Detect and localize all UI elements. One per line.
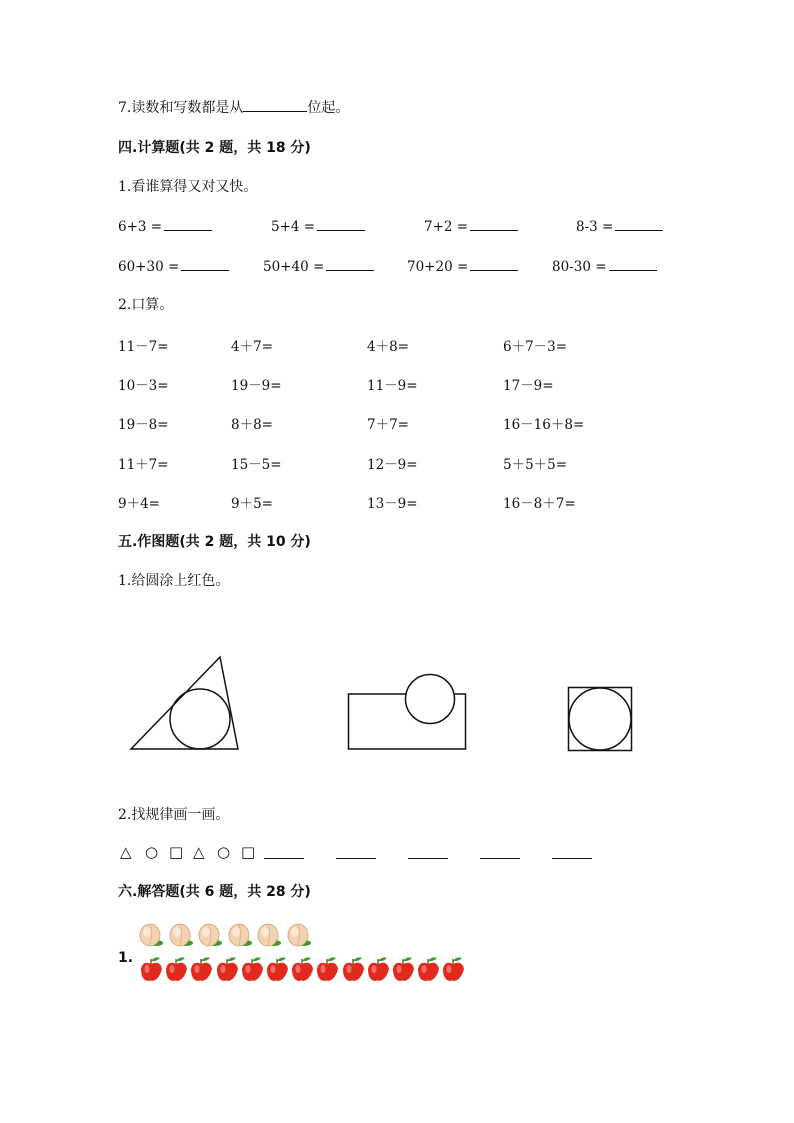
answer-blank[interactable]	[470, 216, 518, 231]
oral-calc-item: 6＋7－3=	[503, 339, 568, 355]
apple-icon	[290, 955, 316, 983]
calc-expression: 7+2 =	[424, 219, 469, 235]
calc-item	[424, 216, 518, 235]
question-7	[118, 97, 349, 117]
peach-icon	[168, 921, 194, 949]
oral-calc-item: 19－9=	[231, 378, 282, 394]
apple-icon	[315, 955, 341, 983]
peach-icon	[138, 921, 164, 949]
apple-icon	[341, 955, 367, 983]
oral-calc-item: 4＋7=	[231, 339, 273, 355]
pattern-blank[interactable]	[552, 858, 592, 859]
apple-icon	[189, 955, 215, 983]
calc-item	[576, 216, 663, 235]
oral-calc-item: 8＋8=	[231, 417, 273, 433]
section-6-heading: 六.解答题(共 6 题，共 28 分)	[118, 884, 311, 900]
pattern-blank[interactable]	[336, 858, 376, 859]
question-7-text-before: 7.读数和写数都是从	[118, 100, 244, 116]
answer-blank[interactable]	[326, 256, 374, 271]
circle-shape[interactable]	[170, 689, 230, 749]
calc-item	[552, 256, 657, 275]
square-icon: □	[241, 843, 256, 861]
circle-shape[interactable]	[406, 675, 455, 724]
triangle-icon: △	[120, 843, 132, 861]
oral-calc-item: 11－9=	[367, 378, 418, 394]
triangle-icon: △	[193, 843, 205, 861]
calc-item	[118, 256, 229, 275]
apple-icon	[240, 955, 266, 983]
rectangle-with-circle-figure	[346, 672, 468, 752]
circle-icon: ○	[217, 843, 231, 861]
answer-blank[interactable]	[317, 216, 365, 231]
calc-expression: 5+4 =	[271, 219, 316, 235]
circle-shape[interactable]	[569, 688, 631, 750]
triangle-shape	[131, 657, 238, 749]
section-5-heading: 五.作图题(共 2 题，共 10 分)	[118, 534, 311, 550]
calc-item	[271, 216, 365, 235]
peach-icon	[286, 921, 312, 949]
apple-icon	[164, 955, 190, 983]
apple-icon	[416, 955, 442, 983]
oral-calc-item: 15－5=	[231, 457, 282, 473]
oral-calc-item: 11＋7=	[118, 457, 169, 473]
question-7-text-after: 位起。	[307, 100, 350, 116]
section-4-heading: 四.计算题(共 2 题，共 18 分)	[118, 140, 311, 156]
oral-calc-item: 13－9=	[367, 496, 418, 512]
square-with-circle-figure	[566, 685, 634, 753]
calc-expression: 60+30 =	[118, 259, 180, 275]
answer-blank[interactable]	[243, 97, 307, 112]
square-icon: □	[169, 843, 184, 861]
answer-blank[interactable]	[470, 256, 518, 271]
oral-calc-item: 9＋5=	[231, 496, 273, 512]
answer-blank[interactable]	[609, 256, 657, 271]
calc-expression: 50+40 =	[263, 259, 325, 275]
apple-icon	[265, 955, 291, 983]
pattern-blank[interactable]	[408, 858, 448, 859]
calc-expression: 70+20 =	[407, 259, 469, 275]
question-6-1-number: 1.	[118, 950, 134, 966]
oral-calc-item: 16－8＋7=	[503, 496, 576, 512]
apple-icon	[215, 955, 241, 983]
peach-icon	[227, 921, 253, 949]
question-4-2-title: 2.口算。	[118, 297, 174, 313]
pattern-blank[interactable]	[264, 858, 304, 859]
peach-icon	[197, 921, 223, 949]
oral-calc-item: 16－16＋8=	[503, 417, 585, 433]
calc-expression: 6+3 =	[118, 219, 163, 235]
apple-icon	[441, 955, 467, 983]
oral-calc-item: 4＋8=	[367, 339, 409, 355]
question-4-1-title: 1.看谁算得又对又快。	[118, 179, 258, 195]
circle-icon: ○	[145, 843, 159, 861]
calc-item	[118, 216, 212, 235]
oral-calc-item: 9＋4=	[118, 496, 160, 512]
oral-calc-item: 5＋5＋5=	[503, 457, 568, 473]
calc-expression: 80-30 =	[552, 259, 607, 275]
oral-calc-item: 7＋7=	[367, 417, 409, 433]
oral-calc-item: 19－8=	[118, 417, 169, 433]
apple-icon	[366, 955, 392, 983]
apple-icon	[139, 955, 165, 983]
calc-expression: 8-3 =	[576, 219, 614, 235]
calc-item	[263, 256, 374, 275]
oral-calc-item: 10－3=	[118, 378, 169, 394]
oral-calc-item: 17－9=	[503, 378, 554, 394]
apple-icon	[391, 955, 417, 983]
oral-calc-item: 11－7=	[118, 339, 169, 355]
answer-blank[interactable]	[164, 216, 212, 231]
question-5-1-title: 1.给圆涂上红色。	[118, 573, 230, 589]
answer-blank[interactable]	[615, 216, 663, 231]
oral-calc-item: 12－9=	[367, 457, 418, 473]
pattern-blank[interactable]	[480, 858, 520, 859]
triangle-with-circle-figure	[128, 653, 243, 753]
calc-item	[407, 256, 518, 275]
peach-icon	[256, 921, 282, 949]
answer-blank[interactable]	[181, 256, 229, 271]
question-5-2-title: 2.找规律画一画。	[118, 807, 230, 823]
